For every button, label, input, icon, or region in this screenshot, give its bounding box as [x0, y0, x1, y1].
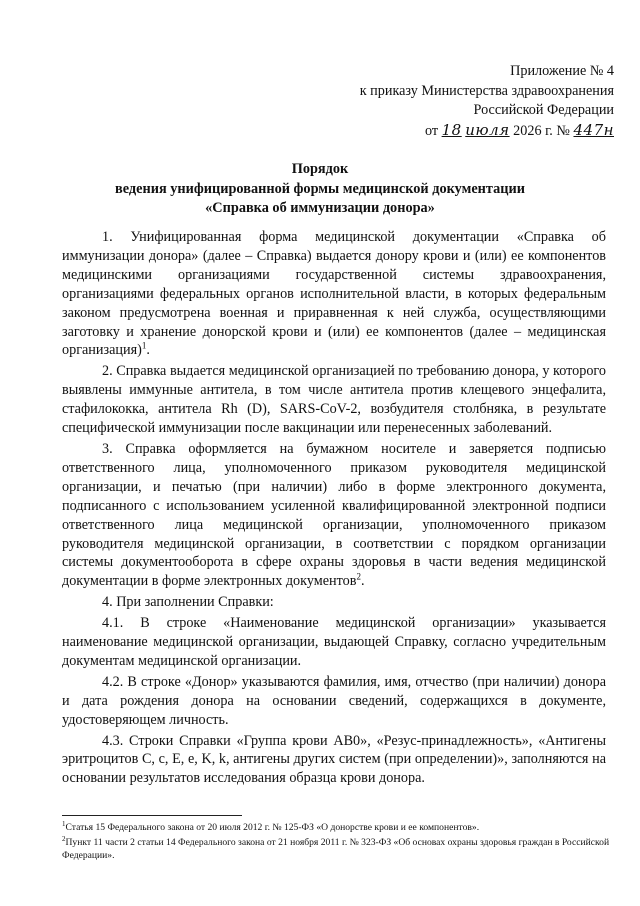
appendix-country: Российской Федерации: [473, 102, 614, 118]
appendix-date-line: [334, 121, 614, 142]
footnote-2: $^2$Пункт 11 части 2 статьи 14 Федерального закона от 21 ноября 2011 г. № 323-ФЗ «Об основах охраны здоровья граждан в Российской Федерации».: [62, 834, 610, 861]
title-line-3: «Справка об иммунизации донора»: [205, 200, 435, 216]
paragraph-4-2: 4.2. В строке «Донор» указываются фамилия, имя, отчество (при наличии) донора и дата рождения донора на основании сведений, содержащихся в документе, удостоверяющем личность.: [62, 673, 606, 728]
footnote-1: $^1$Статья 15 Федерального закона от 20 июля 2012 г. № 125-ФЗ «О донорстве крови и ее компонентов».: [62, 819, 480, 833]
handwritten-order-number: 447н: [573, 120, 614, 139]
document-title: [50, 160, 590, 219]
paragraph-4-1: 4.1. В строке «Наименование медицинской организации» указывается наименование медицинской организации, выдающей Справку, согласно учредительным документам медицинской организации.: [62, 615, 606, 669]
footnote-ref-1[interactable]: 1: [141, 340, 147, 351]
appendix-order-ref: к приказу Министерства здравоохранения: [359, 82, 614, 99]
handwritten-date-day: 18: [441, 120, 462, 139]
appendix-header: [334, 62, 614, 141]
appendix-title: Приложение № 4: [510, 63, 614, 79]
paragraph-4: 4. При заполнении Справки:: [102, 594, 274, 611]
paragraph-1: 1. Унифицированная форма медицинской документации «Справка об иммунизации донора» (далее – Справка) выдается донору крови и (или) ее компонентов медицинскими организациями государственной системы здравоохранения, организациями федеральных органов исполнительной власти, в которых федеральным законом предусмотрена военная и приравненная к ней служба, осуществляющими заготовку и хранение донорской крови и (или) ее компонентов (далее – медицинская организация)$^1$.: [62, 229, 606, 359]
handwritten-date-month: июля: [465, 120, 510, 139]
footnote-divider: [62, 815, 242, 816]
date-year: 2026 г. №: [513, 122, 570, 139]
title-line-1: Порядок: [291, 161, 349, 177]
date-prefix: от: [424, 122, 439, 139]
footnote-ref-2[interactable]: 2: [356, 571, 361, 582]
title-line-2: ведения унифицированной формы медицинской документации: [115, 180, 525, 197]
footnotes: [62, 821, 610, 864]
paragraph-3: 3. Справка оформляется на бумажном носителе и заверяется подписью ответственного лица, уполномоченного приказом руководителя медицинской организации, и печатью (при наличии) либо в форме электронного документа, подписанного с использованием усиленной квалифицированной электронной подписи ответственного лица медицинской организации, уполномоченного приказом руководителя медицинской организации, в соответствии с порядком организации системы документооборота в сфере охраны здоровья в части ведения медицинской документации в форме электронных документов$^2$.: [62, 440, 606, 590]
document-body: [62, 228, 606, 788]
paragraph-4-3: 4.3. Строки Справки «Группа крови АВ0», «Резус-принадлежность», «Антигены эритроцитов C, c, E, e, K, k, антигены других систем (при определении)», заполняются на основании результатов исследования образца крови донора.: [62, 732, 606, 787]
paragraph-2: 2. Справка выдается медицинской организацией по требованию донора, у которого выявлены иммунные антитела, в том числе антитела против клещевого энцефалита, стафилококка, антитела Rh (D), SARS-CoV-2, возбудителя столбняка, в результате специфической иммунизации после вакцинации или перенесенных заболеваний.: [62, 363, 606, 437]
